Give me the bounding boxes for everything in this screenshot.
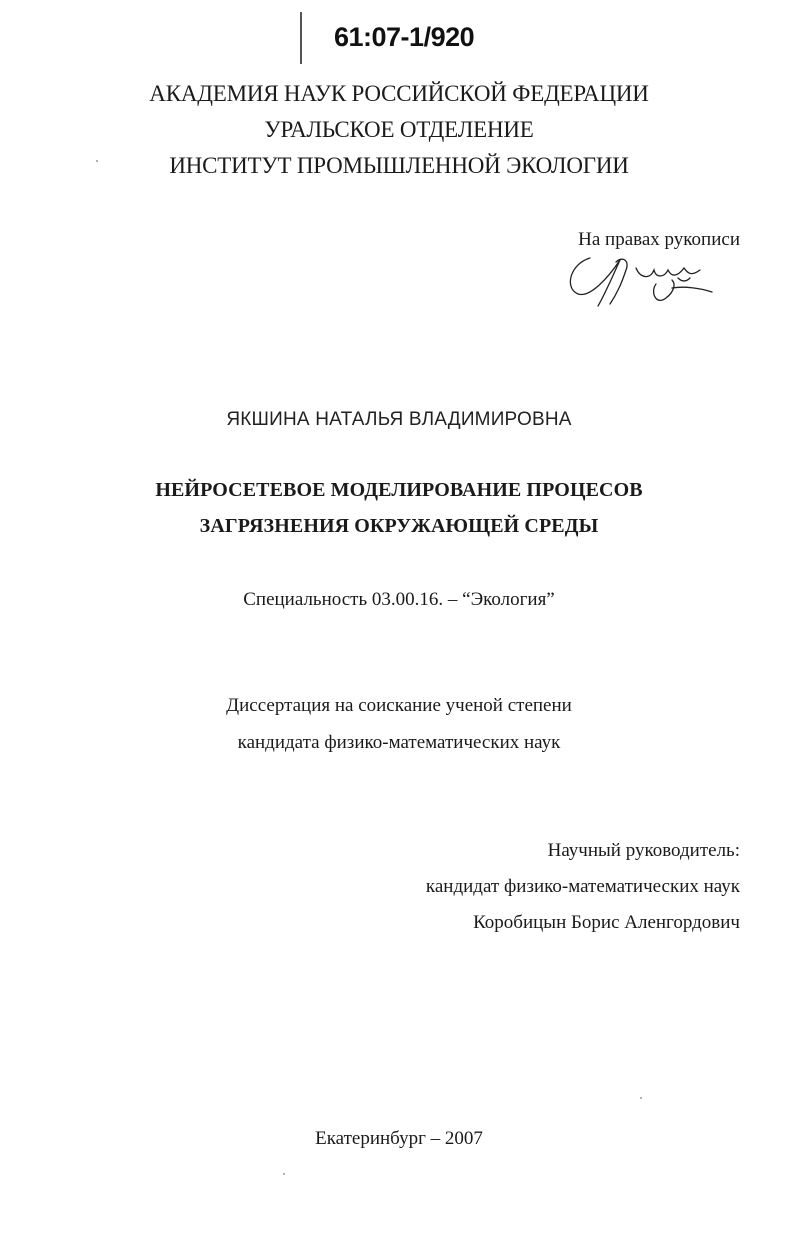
place-year: Екатеринбург – 2007: [315, 1128, 483, 1149]
title-line-2: ЗАГРЯЗНЕНИЯ ОКРУЖАЮЩЕЙ СРЕДЫ: [199, 515, 599, 537]
supervisor-label: Научный руководитель:: [547, 840, 740, 861]
manuscript-note: На правах рукописи: [578, 229, 740, 250]
degree-line-1: Диссертация на соискание ученой степени: [226, 695, 572, 716]
scan-speck: [96, 160, 98, 162]
scan-speck: [640, 1097, 642, 1099]
specialty: Специальность 03.00.16. – “Экология”: [243, 589, 555, 610]
scan-mark: [300, 12, 302, 64]
author-name: ЯКШИНА НАТАЛЬЯ ВЛАДИМИРОВНА: [226, 409, 572, 430]
title-line-1: НЕЙРОСЕТЕВОЕ МОДЕЛИРОВАНИЕ ПРОЦЕСОВ: [155, 479, 643, 501]
supervisor-rank: кандидат физико-математических наук: [425, 876, 740, 897]
degree-line-2: кандидата физико-математических наук: [237, 732, 561, 753]
institution-line-1: АКАДЕМИЯ НАУК РОССИЙСКОЙ ФЕДЕРАЦИИ: [149, 81, 649, 106]
institution-line-3: ИНСТИТУТ ПРОМЫШЛЕННОЙ ЭКОЛОГИИ: [169, 153, 629, 178]
registry-number: 61:07-1/920: [334, 22, 475, 52]
signature-icon: [560, 248, 720, 310]
institution-line-2: УРАЛЬСКОЕ ОТДЕЛЕНИЕ: [264, 117, 534, 142]
scan-speck: [283, 1173, 285, 1175]
supervisor-name: Коробицын Борис Аленгордович: [473, 912, 740, 933]
